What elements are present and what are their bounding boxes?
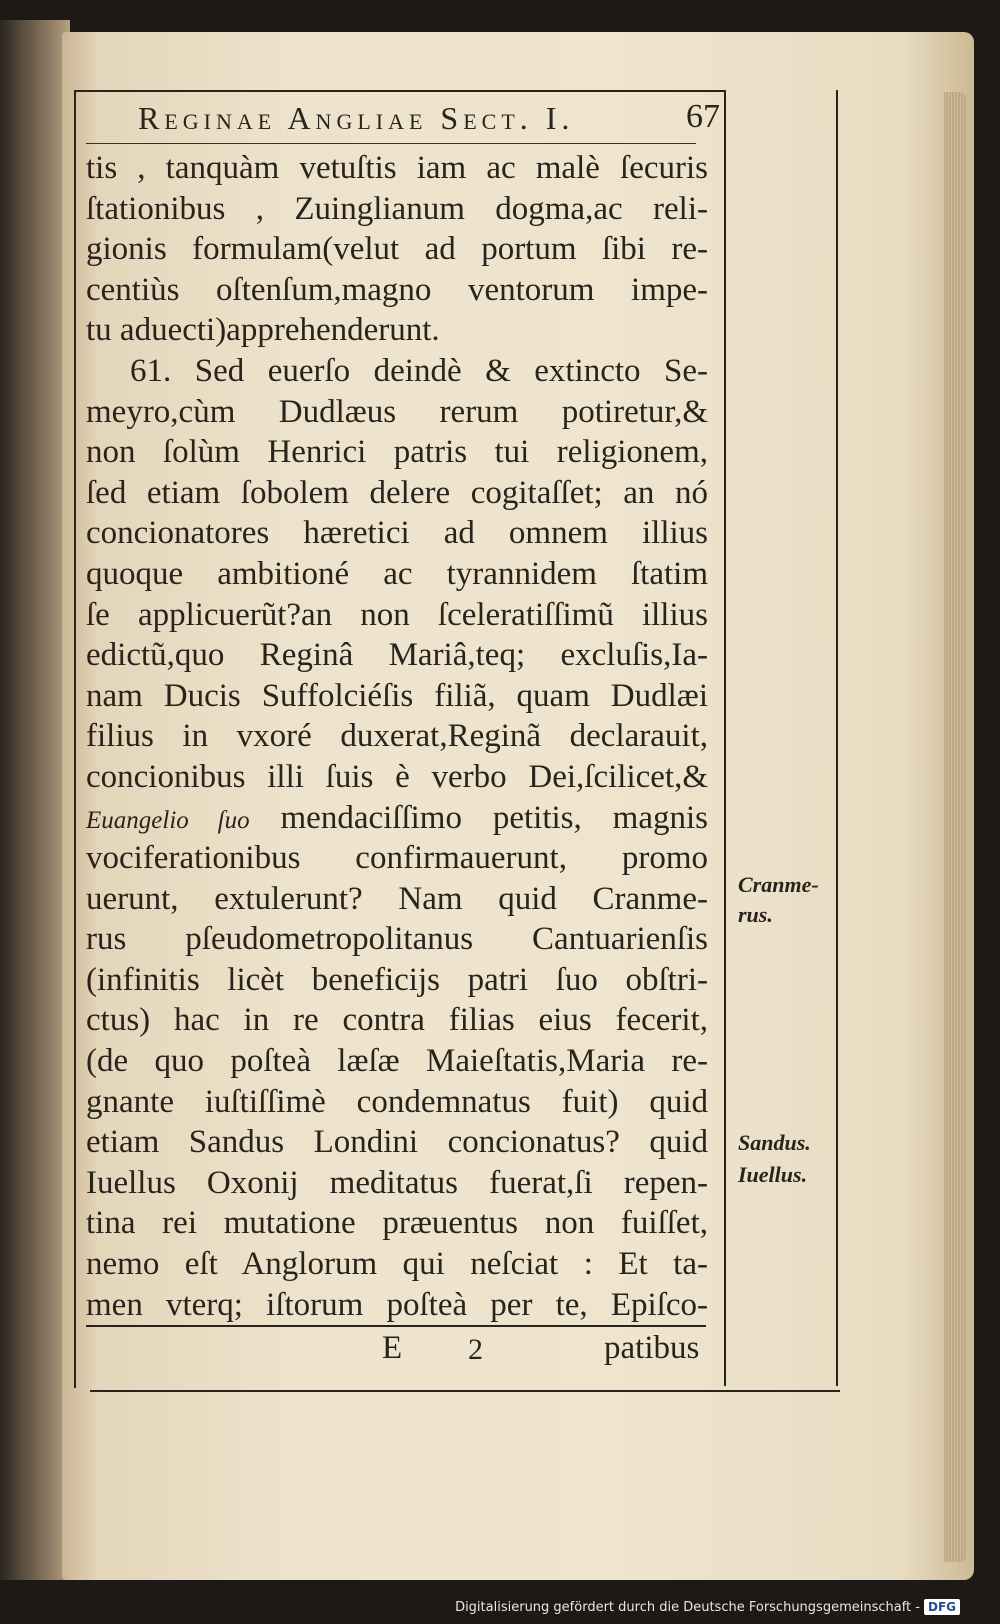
marginal-note-line: rus. — [738, 902, 773, 927]
text-line: Iuellus Oxonij meditatus fuerat,ſi repen- — [86, 1164, 708, 1201]
text-line: nam Ducis Suffolciéſis filiã, quam Dudlæi — [86, 677, 708, 714]
header-rule — [86, 143, 696, 144]
signature-mark-number: 2 — [468, 1333, 483, 1366]
text-line: vociferationibus confirmauerunt, promo — [86, 840, 708, 877]
page-edges — [944, 92, 966, 1562]
text-line: edictũ,quo Reginâ Mariâ,teq; excluſis,Ia- — [86, 637, 708, 674]
body-text — [86, 148, 708, 1325]
text-line: ſtationibus , Zuinglianum dogma,ac reli- — [86, 190, 708, 227]
text-line-italic — [86, 798, 708, 839]
footer-rule — [86, 1325, 706, 1327]
marginal-note-iuellus: Iuellus. — [738, 1162, 808, 1187]
margin-rule — [836, 90, 838, 1386]
paragraph-start-line: 61. Sed euerſo deindè & extincto Se- — [130, 352, 708, 389]
marginal-note-cranmerus — [738, 870, 819, 930]
catchword: patibus — [604, 1330, 700, 1366]
text-line: tis , tanquàm vetuſtis iam ac malè ſecuris — [86, 150, 708, 186]
marginal-note-sandus: Sandus. — [738, 1130, 811, 1155]
running-head — [100, 96, 720, 142]
text-line: ſe applicuerũt?an non ſceleratiſſimũ illius — [86, 596, 708, 633]
dfg-logo: DFG — [924, 1599, 960, 1615]
text-line: gnante iuſtiſſimè condemnatus fuit) quid — [86, 1083, 708, 1120]
text-line: ctus) hac in re contra filias eius fecerit, — [86, 1002, 708, 1039]
page-number: 67 — [686, 98, 720, 135]
text-line: concionibus illi ſuis è verbo Dei,ſcilicet,& — [86, 758, 708, 795]
marginal-note-line: Cranme- — [738, 872, 819, 897]
text-line: rus pſeudometropolitanus Cantuarienſis — [86, 921, 708, 958]
text-line: concionatores hæretici ad omnem illius — [86, 515, 708, 552]
text-line: uerunt, extulerunt? Nam quid Cranme- — [86, 880, 708, 917]
digitization-credit — [455, 1596, 960, 1618]
text-block-rule — [724, 90, 726, 1386]
book-spine-shadow — [0, 20, 70, 1580]
text-line: filius in vxoré duxerat,Reginã declarauit, — [86, 718, 708, 755]
text-line: etiam Sandus Londini concionatus? quid — [86, 1124, 708, 1161]
bottom-rule — [90, 1390, 840, 1392]
text-line: meyro,cùm Dudlæus rerum potiretur,& — [86, 393, 708, 430]
text-line: quoque ambitioné ac tyrannidem ſtatim — [86, 555, 708, 592]
running-head-title: Reginae Angliae Sect. I. — [138, 100, 575, 136]
text-line: tina rei mutatione præuentus non fuiſſet, — [86, 1205, 708, 1242]
text-line: nemo eſt Anglorum qui neſciat : Et ta- — [86, 1246, 708, 1283]
text-line: (de quo poſteà læſæ Maieſtatis,Maria re- — [86, 1043, 708, 1080]
text-line: tu aduecti)apprehenderunt. — [86, 312, 440, 349]
text-line: non ſolùm Henrici patris tui religionem, — [86, 434, 708, 471]
text-line: men vterq; iſtorum poſteà per te, Epiſco- — [86, 1286, 708, 1323]
italic-line-rest: mendaciſſimo petitis, magnis — [249, 799, 708, 836]
text-line: centiùs oſtenſum,magno ventorum impe- — [86, 271, 708, 308]
text-line: gionis formulam(velut ad portum ſibi re- — [86, 231, 708, 268]
credit-text: Digitalisierung gefördert durch die Deutsche Forschungsgemeinschaft - — [455, 1599, 920, 1615]
italic-phrase: Euangelio ſuo — [86, 806, 250, 834]
text-line: (infinitis licèt beneficijs patri ſuo obſtri- — [86, 961, 708, 998]
text-line: ſed etiam ſobolem delere cogitaſſet; an nó — [86, 474, 708, 511]
signature-mark-letter: E — [382, 1330, 403, 1366]
